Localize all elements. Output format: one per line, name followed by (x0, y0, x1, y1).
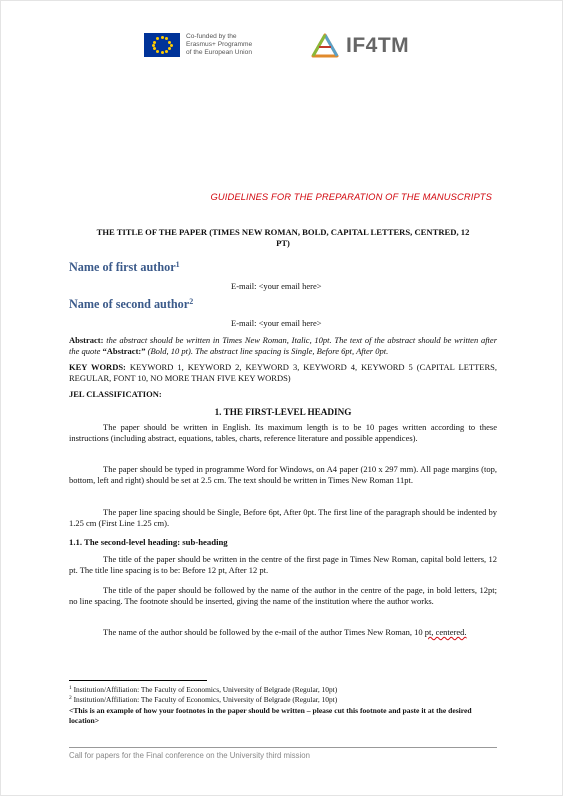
page-footer: Call for papers for the Final conference on the University third mission (69, 751, 310, 760)
footnote-instruction: <This is an example of how your footnotes in the paper should be written – please cut this footnote and paste it at the desired location> (69, 706, 472, 725)
eu-flag-icon (144, 33, 180, 57)
footnote-1: $^1$ Institution/Affiliation: The Faculty of Economics, University of Belgrade (Regular, 10pt) (69, 685, 338, 694)
paper-title: THE TITLE OF THE PAPER (TIMES NEW ROMAN, BOLD, CAPITAL LETTERS, CENTRED, 12 PT) (96, 227, 470, 248)
guidelines-heading: GUIDELINES FOR THE PREPARATION OF THE MANUSCRIPTS (210, 191, 492, 202)
body-paragraph-3: The paper line spacing should be Single, Before 6pt, After 0pt. The first line of the paragraph should be indented by 1.25 cm (First Line 1.25 cm). (69, 507, 497, 529)
body-paragraph-2: The paper should be typed in programme Word for Windows, on A4 paper (210 x 297 mm). All page margins (top, bottom, left and right) should be set at 2.5 cm. The text should be written in Times New Roman 11pt. (69, 464, 497, 486)
second-author-email: E-mail: <your email here> (231, 318, 322, 328)
spellcheck-underlined-text: pt, centered. (424, 627, 467, 637)
abstract-paragraph: Abstract: the abstract should be written in Times New Roman, Italic, 10pt. The text of the abstract should be written after the quote “Abstract:” (Bold, 10 pt). The abstract line spacing is Single, Before 6pt, After 0pt. (69, 335, 497, 357)
if4tm-triangle-icon (310, 33, 340, 59)
eu-logo-text: Co-funded by the Erasmus+ Programme of the European Union (186, 33, 253, 56)
body-paragraph-4: The title of the paper should be written in the centre of the first page in Times New Roman, capital bold letters, 12 pt. The title line spacing is to be: Before 12 pt, After 12 pt. (69, 554, 497, 576)
eu-erasmus-logo (144, 33, 252, 57)
body-paragraph-1: The paper should be written in English. Its maximum length is to be 10 pages written according to these instructions (including abstract, equations, tables, charts, reference literature and possible appendices). (69, 422, 497, 444)
body-paragraph-6: The name of the author should be followed by the e-mail of the author Times New Roman, 10 pt, centered. (103, 627, 467, 637)
footer-separator (69, 747, 497, 748)
jel-classification: JEL CLASSIFICATION: (69, 389, 162, 399)
footnote-2: $^2$ Institution/Affiliation: The Faculty of Economics, University of Belgrade (Regular, 10pt) (69, 695, 338, 704)
first-author-name: Name of first author$^1$ (69, 260, 180, 274)
if4tm-logo-text: IF4TM (346, 34, 410, 57)
first-author-email: E-mail: <your email here> (231, 281, 322, 291)
second-author-name: Name of second author$^2$ (69, 297, 194, 311)
keywords-paragraph: KEY WORDS: KEYWORD 1, KEYWORD 2, KEYWORD 3, KEYWORD 4, KEYWORD 5 (CAPITAL LETTERS, REGULAR, FONT 10, NO MORE THAN FIVE KEY WORDS) (69, 362, 497, 384)
second-level-heading: 1.1. The second-level heading: sub-heading (69, 537, 228, 547)
if4tm-logo (310, 33, 409, 59)
first-level-heading: 1. THE FIRST-LEVEL HEADING (214, 407, 352, 417)
footnote-separator (69, 680, 207, 681)
body-paragraph-5: The title of the paper should be followed by the name of the author in the centre of the page, in bold letters, 12pt; no line spacing. The footnote should be inserted, giving the name of the institution where the author works. (69, 585, 497, 607)
